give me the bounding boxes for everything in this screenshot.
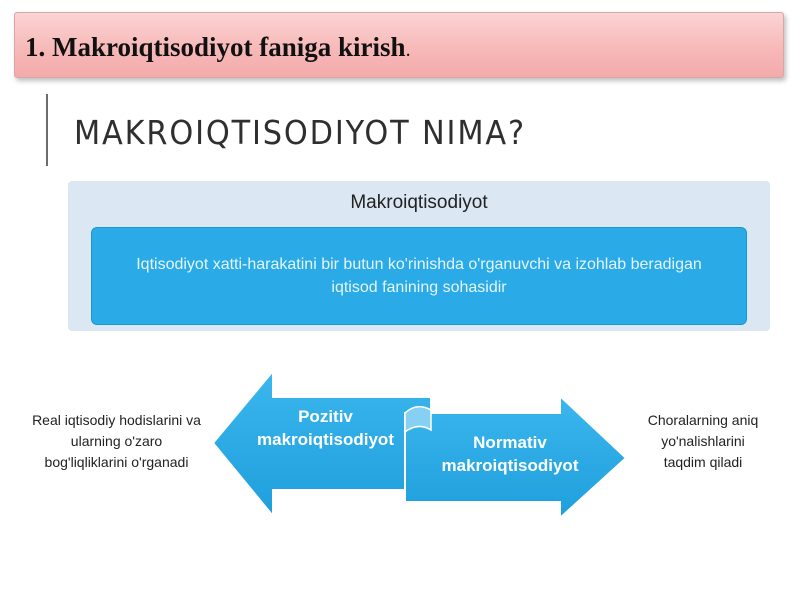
positive-label-line2: makroiqtisodiyot xyxy=(257,430,394,449)
section-heading: MAKROIQTISODIYOT NIMA? xyxy=(74,113,526,152)
positive-description-line3: bog'liqliklarini o'rganadi xyxy=(44,454,189,470)
positive-arrow-label xyxy=(243,405,408,451)
positive-label-line1: Pozitiv xyxy=(298,407,353,426)
normative-label-line2: makroiqtisodiyot xyxy=(441,456,579,475)
normative-description-line3: taqdim qiladi xyxy=(663,454,743,470)
positive-description xyxy=(14,410,219,473)
normative-label-line1: Normativ xyxy=(473,433,547,452)
slide-title: 1. Makroiqtisodiyot faniga kirish. xyxy=(25,32,411,62)
normative-arrow-label xyxy=(425,431,595,477)
positive-description-line1: Real iqtisodiy hodislarini va xyxy=(32,412,201,428)
positive-description-line2: ularning o'zaro xyxy=(70,433,163,449)
definition-label: Makroiqtisodiyot xyxy=(350,192,488,213)
definition-text: Iqtisodiyot xatti-harakatini bir butun ko'rinishda o'rganuvchi va izohlab beradigan iqtisod fanining sohasidir xyxy=(136,256,702,296)
normative-description-line2: yo'nalishlarini xyxy=(661,433,745,449)
normative-description xyxy=(628,410,778,473)
normative-description-line1: Choralarning aniq xyxy=(647,412,759,428)
